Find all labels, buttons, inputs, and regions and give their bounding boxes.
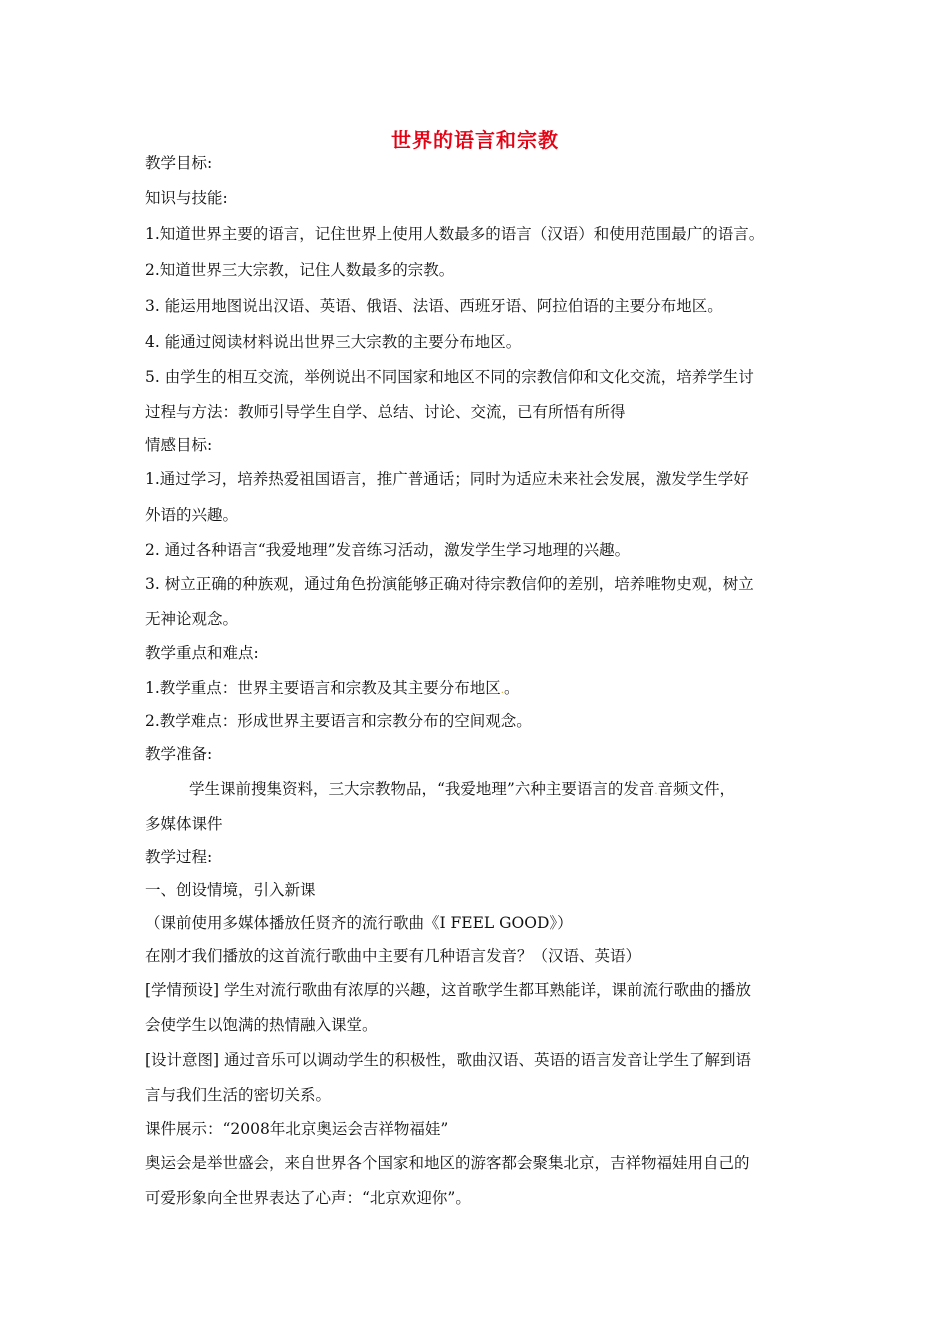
courseware-display: 课件展示：“2008年北京奥运会吉祥物福娃” bbox=[145, 1120, 449, 1138]
key-point-text: 1.教学重点：世界主要语言和宗教及其主要分布地区 bbox=[145, 679, 501, 697]
goal-item-1: 1.知道世界主要的语言，记住世界上使用人数最多的语言（汉语）和使用范围最广的语言。 bbox=[145, 225, 765, 243]
song-note: （课前使用多媒体播放任贤齐的流行歌曲《I FEEL GOOD》） bbox=[145, 914, 573, 932]
document-title: 世界的语言和宗教 bbox=[391, 128, 559, 152]
learning-preset: [学情预设] 学生对流行歌曲有浓厚的兴趣，这首歌学生都耳熟能详，课前流行歌曲的播放 bbox=[145, 981, 752, 999]
olympics-paragraph-cont: 可爱形象向全世界表达了心声：“北京欢迎你”。 bbox=[145, 1189, 471, 1207]
emotion-item-3-cont: 无神论观念。 bbox=[145, 610, 239, 628]
olympics-paragraph: 奥运会是举世盛会，来自世界各个国家和地区的游客都会聚集北京，吉祥物福娃用自己的 bbox=[145, 1154, 750, 1172]
key-point-end: 。 bbox=[503, 679, 520, 697]
process-method-paragraph: 过程与方法：教师引导学生自学、总结、讨论、交流，已有所悟有所得 bbox=[145, 403, 626, 421]
emotion-item-3: 3. 树立正确的种族观，通过角色扮演能够正确对待宗教信仰的差别，培养唯物史观，树立 bbox=[145, 575, 754, 593]
preparation-text-end: 音频文件， bbox=[657, 780, 736, 798]
emotion-item-1-cont: 外语的兴趣。 bbox=[145, 506, 239, 524]
heading-teaching-process: 教学过程: bbox=[145, 848, 213, 866]
goal-item-4: 4. 能通过阅读材料说出世界三大宗教的主要分布地区。 bbox=[145, 333, 522, 351]
heading-emotional-goals: 情感目标: bbox=[145, 436, 213, 454]
emotion-item-2: 2. 通过各种语言“我爱地理”发音练习活动，激发学生学习地理的兴趣。 bbox=[145, 541, 631, 559]
section-heading-1: 一、创设情境，引入新课 bbox=[145, 881, 316, 899]
heading-preparation: 教学准备: bbox=[145, 745, 213, 763]
emotion-item-1: 1.通过学习，培养热爱祖国语言，推广普通话；同时为适应未来社会发展，激发学生学好 bbox=[145, 470, 749, 488]
key-point-item bbox=[145, 678, 520, 701]
heading-knowledge-skills: 知识与技能: bbox=[145, 189, 228, 207]
preparation-text: 学生课前搜集资料，三大宗教物品，“我爱地理”六种主要语言的发音 bbox=[189, 780, 655, 798]
difficult-point-item: 2.教学难点：形成世界主要语言和宗教分布的空间观念。 bbox=[145, 712, 532, 730]
goal-item-5: 5. 由学生的相互交流，举例说出不同国家和地区不同的宗教信仰和文化交流，培养学生讨 bbox=[145, 368, 754, 386]
goal-item-3: 3. 能运用地图说出汉语、英语、俄语、法语、西班牙语、阿拉伯语的主要分布地区。 bbox=[145, 297, 723, 315]
preparation-paragraph-cont: 多媒体课件 bbox=[145, 815, 223, 833]
heading-teaching-goals: 教学目标: bbox=[145, 154, 213, 172]
design-intent: [设计意图] 通过音乐可以调动学生的积极性，歌曲汉语、英语的语言发音让学生了解到语 bbox=[145, 1051, 752, 1069]
preparation-paragraph bbox=[189, 779, 735, 802]
marker-dot: . bbox=[654, 786, 658, 797]
marker-dot: . bbox=[500, 685, 504, 696]
design-intent-cont: 言与我们生活的密切关系。 bbox=[145, 1086, 332, 1104]
learning-preset-cont: 会使学生以饱满的热情融入课堂。 bbox=[145, 1016, 378, 1034]
heading-key-difficult-points: 教学重点和难点: bbox=[145, 644, 259, 662]
goal-item-2: 2.知道世界三大宗教，记住人数最多的宗教。 bbox=[145, 261, 455, 279]
song-question: 在刚才我们播放的这首流行歌曲中主要有几种语言发音？（汉语、英语） bbox=[145, 947, 642, 965]
